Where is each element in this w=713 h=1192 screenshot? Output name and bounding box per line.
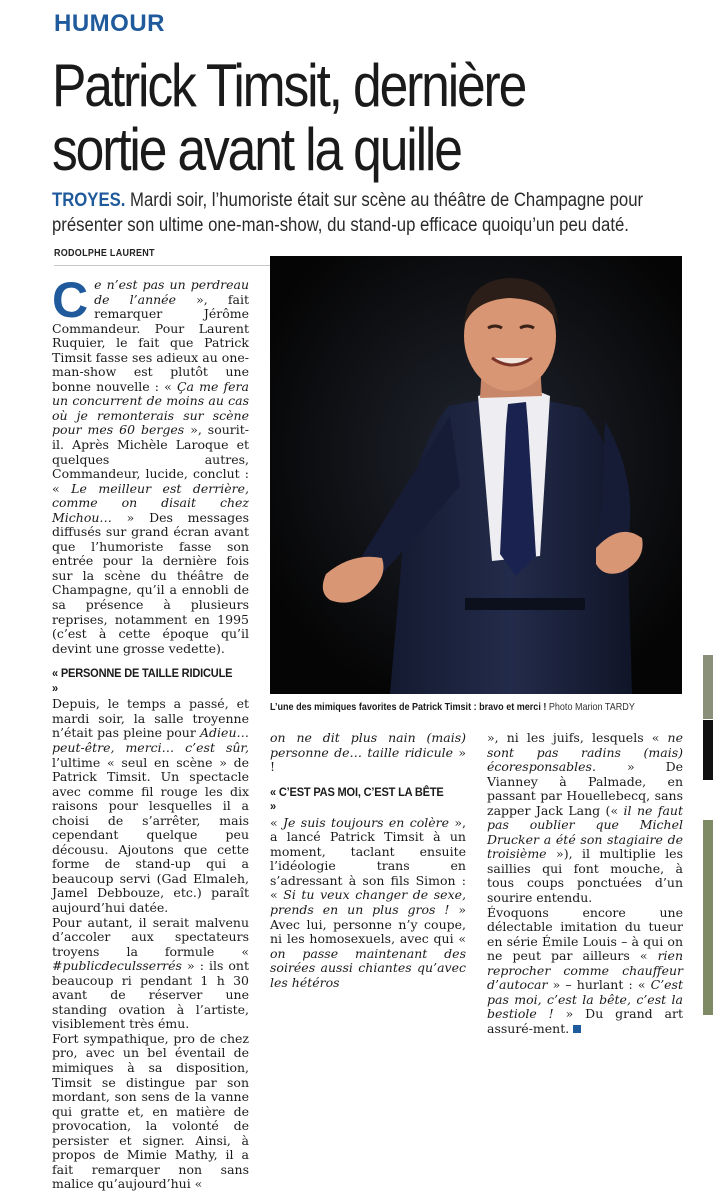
standfirst (52, 188, 668, 238)
author-byline: RODOLPHE LAURENT (54, 248, 155, 259)
body-text: » – hurlant : « (547, 977, 651, 993)
body-text: Évoquons encore une délectable imitation du tueur en série Émile Louis – à qui on ne peut par ailleurs « (487, 904, 683, 964)
paragraph-5-end (487, 731, 683, 906)
body-text: Pour autant, il serait malvenu d’accoler aux spectateurs troyens la formule « (52, 914, 249, 959)
quote: C’est pas moi, c’est la bête, c’est la bestiole ! (487, 977, 683, 1022)
paragraph-5-start (270, 816, 466, 991)
standfirst-text: Mardi soir, l’humoriste était sur scène au théâtre de Champagne pour présenter son ultime one-man-show, du stand-up efficace quoiqu’un peu daté. (52, 190, 644, 236)
adjacent-page-edge (703, 655, 713, 719)
dateline: TROYES. (52, 190, 126, 211)
paragraph-4-start (52, 1032, 249, 1192)
body-text: » De Vianney à Palmade, en passant par Houellebecq, sans zapper Jack Lang (« (487, 759, 683, 818)
photo-caption (270, 701, 666, 713)
quote: Adieu… peut-être, merci… c’est sûr, (52, 725, 249, 755)
quote: il ne faut pas oublier que Michel Drucker a été son stagiaire de troisième (487, 802, 683, 862)
adjacent-page-edge (703, 820, 713, 1015)
body-text: l’ultime « seul en scène » de Patrick Timsit. Un spectacle avec comme fil rouge les dix raisons pour lesquelles il a choisi de s’arrêter, mais cependant quelque peu décousu. Ajoutons que cette forme de stand-up qui a beaucoup servi (Gad Elmaleh, Jamel Debbouze, etc.) paraît aujourd’hui datée. (52, 754, 249, 915)
quote: on passe maintenant des soirées aussi chiantes qu’avec les hétéros (270, 945, 466, 990)
quote: rien reprocher comme chauffeur d’autocar (487, 948, 683, 993)
quote: Si tu veux changer de sexe, prends en un plus gros ! (270, 887, 466, 918)
quote: #publicdeculsserrés (52, 958, 182, 974)
body-text: « (270, 814, 284, 830)
headline-line-1: Patrick Timsit, dernière (52, 52, 526, 119)
end-of-article-mark (573, 1025, 581, 1033)
adjacent-page-edge (703, 720, 713, 780)
subheading-2: « C’EST PAS MOI, C’EST LA BÊTE » (270, 784, 444, 814)
article-column-2 (270, 731, 466, 990)
body-text: » ! (270, 744, 466, 775)
intro-paragraph (52, 272, 250, 656)
quote: Je suis toujours en colère (283, 814, 449, 830)
article-column-1 (52, 272, 250, 1192)
body-text: » Avec lui, personne n’y coupe, ni les homosexuels, avec qui « (270, 902, 466, 947)
quote: on ne dit plus nain (mais) personne de… taille ridicule (270, 730, 466, 760)
body-text: », sourit-il. Après Michèle Laroque et quelques autres, Commandeur, lucide, conclut : « (52, 422, 250, 496)
body-text: », a lancé Patrick Timsit à un moment, taclant ensuite l’idéologie trans en s’adressant à son fils Simon : « (270, 814, 466, 903)
body-text: Depuis, le temps a passé, et mardi soir, la salle troyenne n’était pas pleine pour (52, 696, 249, 741)
paragraph-4-end (270, 731, 466, 775)
quote: Le meilleur est derrière, comme on disait chez Michou… (52, 480, 250, 525)
quote: Ça me fera un concurrent de moins au cas où je remonterais sur scène pour mes 60 berges (52, 378, 249, 438)
body-text: Fort sympathique, pro de chez pro, avec un bel éventail de mimiques à sa disposition, Timsit se distingue par son mordant, son sens de la vanne qui gratte et, en matière de provocation, la volonté de persister et signer. Ainsi, à propos de Mimie Mathy, il a fait remarquer non sans malice qu’aujourd’hui « (52, 1030, 249, 1192)
paragraph-2 (52, 697, 249, 915)
body-text: »), il multiplie les saillies qui font mouche, à tous coups ponctuées d’un sourire entendu. (487, 846, 683, 906)
caption-text: L’une des mimiques favorites de Patrick Timsit : bravo et merci ! (270, 701, 547, 713)
body-text: » Du grand art assuré-ment. (487, 1006, 683, 1036)
comedian-on-stage-image (270, 256, 682, 694)
article-column-3 (487, 731, 683, 1036)
headline (52, 54, 585, 182)
paragraph-6 (487, 906, 683, 1037)
headline-line-2: sortie avant la quille (52, 116, 461, 183)
drop-cap: C (52, 272, 89, 328)
body-text: » Des messages diffusés sur grand écran avant que l’humoriste fasse son entrée pour la dernière fois sur la scène du théâtre de Champagne, qu’il a ennobli de sa présence à plusieurs reprises, notamment en 1995 (c’est à cette époque qu’il devint une grosse vedette). (52, 509, 249, 656)
photo-credit: Photo Marion TARDY (546, 701, 635, 713)
quote: ne sont pas radins (mais) écoresponsables. (487, 730, 683, 775)
article-photo (270, 256, 682, 694)
body-text: », ni les juifs, lesquels « (487, 730, 668, 745)
paragraph-3 (52, 916, 249, 1032)
subheading-1: « PERSONNE DE TAILLE RIDICULE » (52, 666, 233, 695)
body-text: » : ils ont beaucoup ri pendant 1 h 30 avant de réserver une standing ovation à l’artiste, visiblement très ému. (52, 958, 249, 1032)
section-label: HUMOUR (54, 10, 165, 37)
quote: e n’est pas un perdreau de l’année (94, 277, 249, 307)
body-text: », fait remarquer Jérôme Commandeur. Pour Laurent Ruquier, le fait que Patrick Timsit fasse ses adieux au one-man-show est plutôt une bonne nouvelle : « (52, 291, 249, 394)
